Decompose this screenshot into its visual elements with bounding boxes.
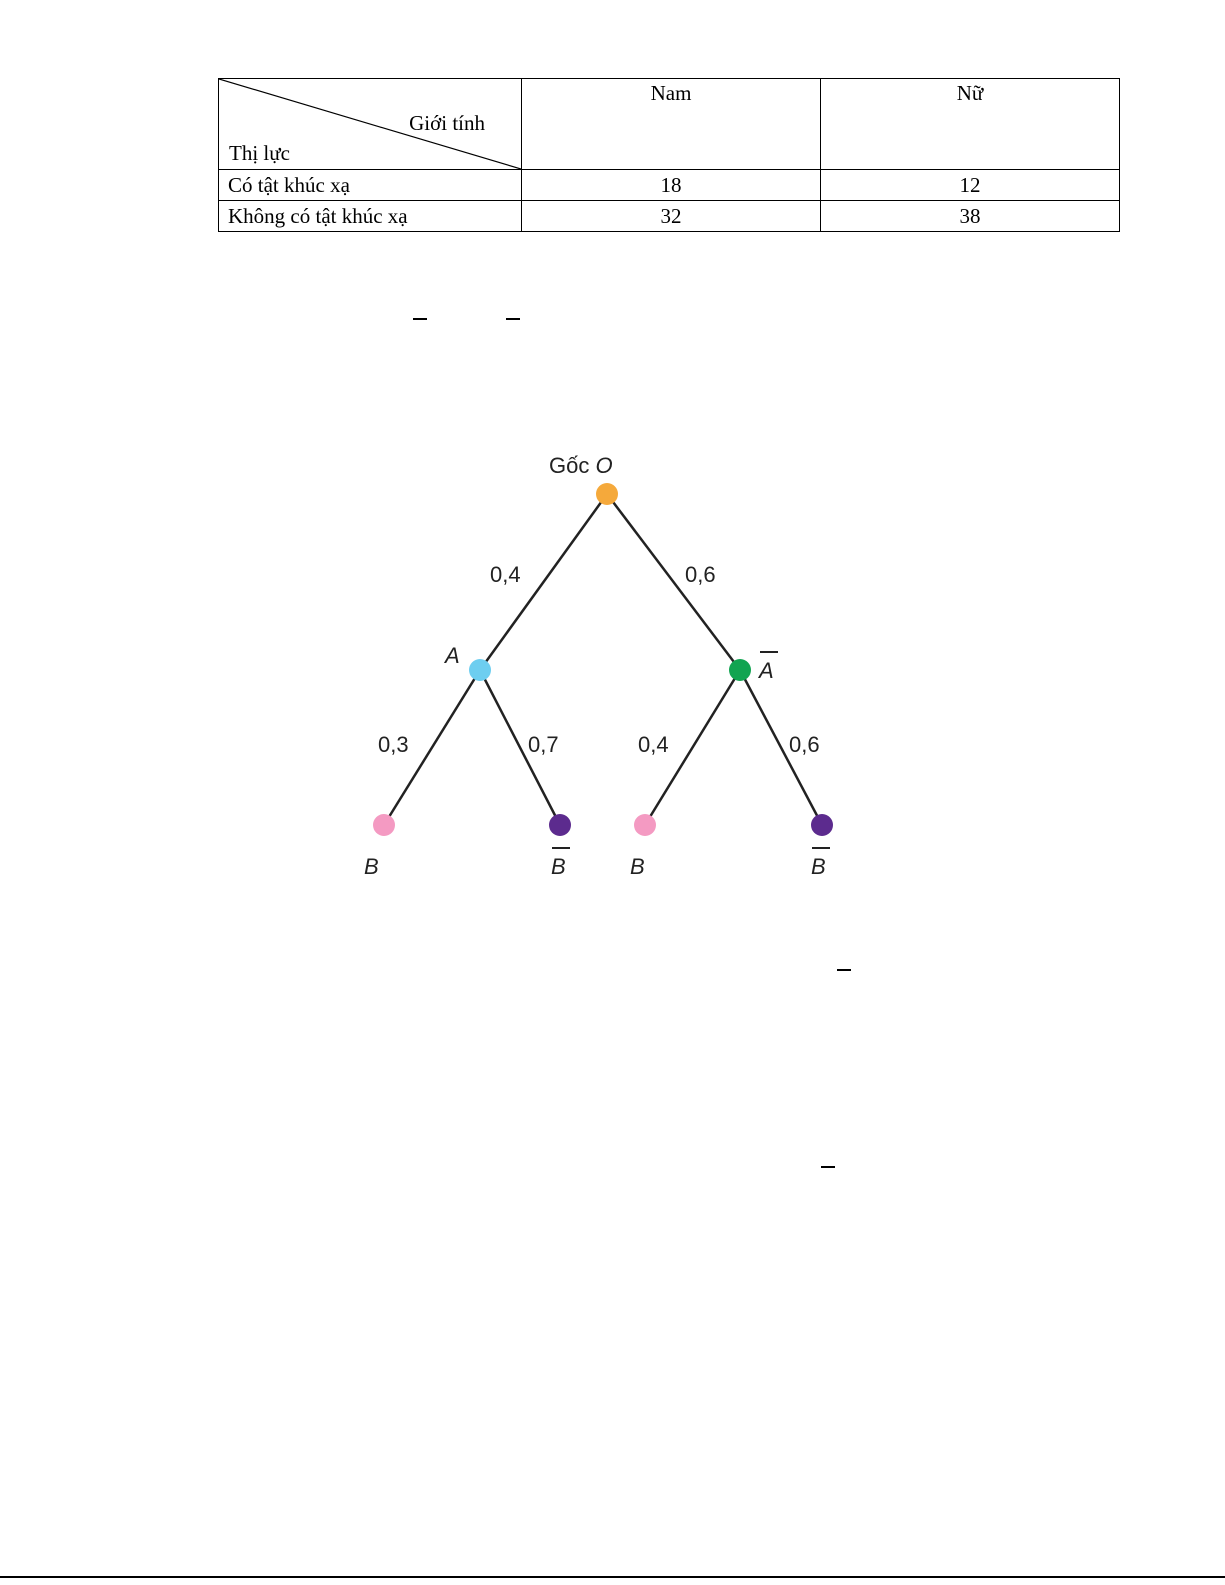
diagonal-header-cell — [219, 79, 522, 170]
leaf-label-b-complement: B — [551, 854, 566, 879]
leaf-label-b: B — [630, 854, 645, 879]
table-cell: 12 — [821, 170, 1120, 201]
branch-probability: 0,7 — [528, 732, 559, 757]
root-node — [596, 483, 618, 505]
data-table — [218, 78, 1120, 232]
table-row — [219, 170, 1120, 201]
column-header-male: Nam — [522, 79, 821, 170]
leaf-label-b: B — [364, 854, 379, 879]
row-label: Không có tật khúc xạ — [219, 201, 522, 232]
branch-probability: 0,6 — [789, 732, 820, 757]
header-gender-label: Giới tính — [409, 111, 485, 135]
leaf-node-b — [373, 814, 395, 836]
table-row — [219, 201, 1120, 232]
table-cell: 38 — [821, 201, 1120, 232]
event-label-a: A — [445, 643, 460, 668]
event-label-a-complement: A — [759, 658, 774, 683]
table-cell: 32 — [522, 201, 821, 232]
table-header-row — [219, 79, 1120, 170]
overline-mark — [837, 969, 851, 971]
probability-tree-diagram — [340, 440, 860, 890]
tree-edge — [607, 494, 740, 670]
leaf-node-b — [634, 814, 656, 836]
root-label: Gốc O — [549, 453, 613, 478]
header-vision-label: Thị lực — [229, 141, 290, 165]
branch-probability: 0,3 — [378, 732, 409, 757]
page-bottom-rule — [0, 1576, 1225, 1578]
overline-mark — [821, 1166, 835, 1168]
node-a-complement — [729, 659, 751, 681]
branch-probability: 0,6 — [685, 562, 716, 587]
leaf-label-b-complement: B — [811, 854, 826, 879]
row-label: Có tật khúc xạ — [219, 170, 522, 201]
leaf-node-b-complement — [549, 814, 571, 836]
table-cell: 18 — [522, 170, 821, 201]
branch-probability: 0,4 — [638, 732, 669, 757]
branch-probability: 0,4 — [490, 562, 521, 587]
overline-mark — [413, 318, 427, 320]
node-a — [469, 659, 491, 681]
column-header-female: Nữ — [821, 79, 1120, 170]
leaf-node-b-complement — [811, 814, 833, 836]
overline-mark — [506, 318, 520, 320]
